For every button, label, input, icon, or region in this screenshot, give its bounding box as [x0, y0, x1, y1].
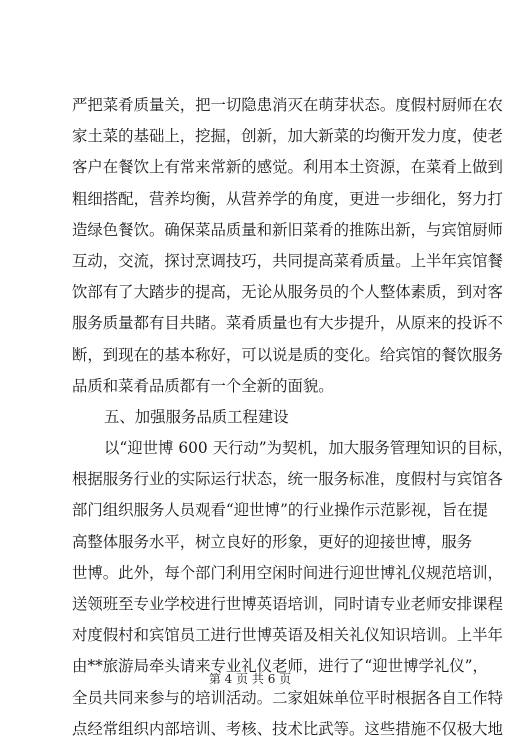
- paragraph-line: 家土菜的基础上，挖掘，创新，加大新菜的均衡开发力度，使老: [72, 127, 503, 146]
- paragraph-line: 以“迎世博 600 天行动”为契机，加大服务管理知识的目标，: [104, 439, 513, 458]
- paragraph-line: 高整体服务水平，树立良好的形象，更好的迎接世博，服务: [72, 532, 473, 551]
- paragraph-line: 粗细搭配，营养均衡，从营养学的角度，更进一步细化，努力打: [72, 189, 503, 208]
- paragraph-line: 部门组织服务人员观看“迎世博”的行业操作示范影视，旨在提: [72, 501, 488, 520]
- paragraph-line: 断，到现在的基本称好，可以说是质的变化。给宾馆的餐饮服务: [72, 345, 503, 364]
- paragraph-line: 送领班至专业学校进行世博英语培训，同时请专业老师安排课程: [72, 595, 503, 613]
- paragraph-line: 严把菜肴质量关，把一切隐患消灭在萌芽状态。度假村厨师在农: [72, 96, 503, 114]
- paragraph-line: 对度假村和宾馆员工进行世博英语及相关礼仪知识培训。上半年: [72, 626, 503, 645]
- paragraph-line: 客户在餐饮上有常来常新的感觉。利用本土资源，在菜肴上做到: [72, 158, 503, 177]
- paragraph-line: 点经常组织内部培训、考核、技术比武等。这些措施不仅极大地: [72, 719, 503, 738]
- paragraph-line: 全员共同来参与的培训活动。二家姐妹单位平时根据各自工作特: [72, 688, 503, 707]
- paragraph-line: 世博。此外，每个部门利用空闲时间进行迎世博礼仪规范培训，: [72, 563, 503, 582]
- paragraph-line: 互动，交流，探讨烹调技巧，共同提高菜肴质量。上半年宾馆餐: [72, 251, 503, 270]
- paragraph-line: 饮部有了大踏步的提高，无论从服务员的个人整体素质，到对客: [72, 283, 503, 302]
- paragraph-line: 服务质量都有目共睹。菜肴质量也有大步提升，从原来的投诉不: [72, 314, 503, 333]
- paragraph-line: 根据服务行业的实际运行状态，统一服务标准，度假村与宾馆各: [72, 470, 503, 489]
- paragraph-line: 由**旅游局牵头请来专业礼仪老师，进行了“迎世博学礼仪”，: [72, 657, 488, 676]
- section-heading: 五、加强服务品质工程建设: [104, 407, 289, 426]
- body-text: [72, 90, 513, 745]
- page-footer: 第 4 页 共 6 页: [208, 672, 292, 686]
- paragraph-line: 品质和菜肴品质都有一个全新的面貌。: [72, 376, 334, 395]
- paragraph-line: 造绿色餐饮。确保菜品质量和新旧菜肴的推陈出新，与宾馆厨师: [72, 220, 503, 239]
